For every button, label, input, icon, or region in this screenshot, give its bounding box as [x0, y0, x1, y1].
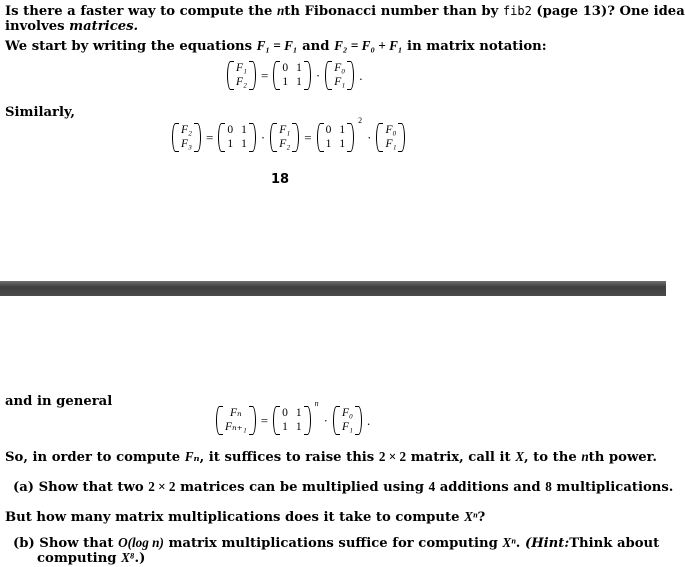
intro-line-1: Is there a faster way to compute the nth Fibonacci number than by fib2 (page 13)? One idea: [5, 3, 685, 19]
start-line: We start by writing the equations F₁ = F₁ and F₂ = F₀ + F₁ in matrix notation:: [5, 38, 547, 54]
fib-matrix: 0 1 1 1: [273, 61, 311, 90]
question-a-label: (a): [13, 480, 35, 495]
fib-matrix-power: 0 1 1 1 n: [273, 406, 311, 435]
equation-general: Fₙ Fₙ₊₁ = 0 1 1 1 n · F₀ F₁ .: [214, 406, 373, 435]
vector-rhs: F₀ F₁: [333, 406, 362, 435]
question-b-line-1: (b) Show that O(log n) matrix multiplications suffice for computing Xⁿ. (Hint:Think about: [13, 535, 660, 551]
intro-line-2: involves matrices.: [5, 19, 139, 34]
question-b-label: (b): [13, 536, 35, 551]
vector-lhs: F₁ F₂: [227, 61, 256, 90]
page-separator: [0, 281, 666, 296]
general-text: and in general: [5, 394, 113, 409]
question-a: (a) Show that two 2 × 2 matrices can be multiplied using 4 additions and 8 multiplications.: [13, 479, 674, 495]
similarly-text: Similarly,: [5, 105, 75, 120]
page-top: [0, 0, 685, 281]
question-b-line-2: computing X⁸.): [37, 550, 146, 566]
code-fib2: fib2: [502, 4, 532, 18]
vector-rhs: F₀ F₁: [325, 61, 354, 90]
equation-2: F₂ F₃ = 0 1 1 1 · F₁ F₂ = 0 1 1 1 2 · F₀ F₁: [170, 123, 407, 152]
page-number: 18: [271, 172, 290, 187]
vector-lhs: Fₙ Fₙ₊₁: [216, 406, 256, 435]
page-bottom: [0, 296, 674, 567]
so-line: So, in order to compute Fₙ, it suffices to raise this 2 × 2 matrix, call it X, to the nth power.: [5, 449, 658, 465]
vector-mid: F₁ F₂: [270, 123, 299, 152]
exponent: 2: [358, 116, 363, 125]
vector-rhs: F₀ F₁: [376, 123, 405, 152]
vector-lhs: F₂ F₃: [172, 123, 201, 152]
fib-matrix-squared: 0 1 1 1 2: [317, 123, 355, 152]
but-line: But how many matrix multiplications does it take to compute Xⁿ?: [5, 509, 486, 525]
equation-1: F₁ F₂ = 0 1 1 1 · F₀ F₁ .: [225, 61, 366, 90]
fib-matrix: 0 1 1 1: [218, 123, 256, 152]
exponent: n: [314, 399, 319, 408]
